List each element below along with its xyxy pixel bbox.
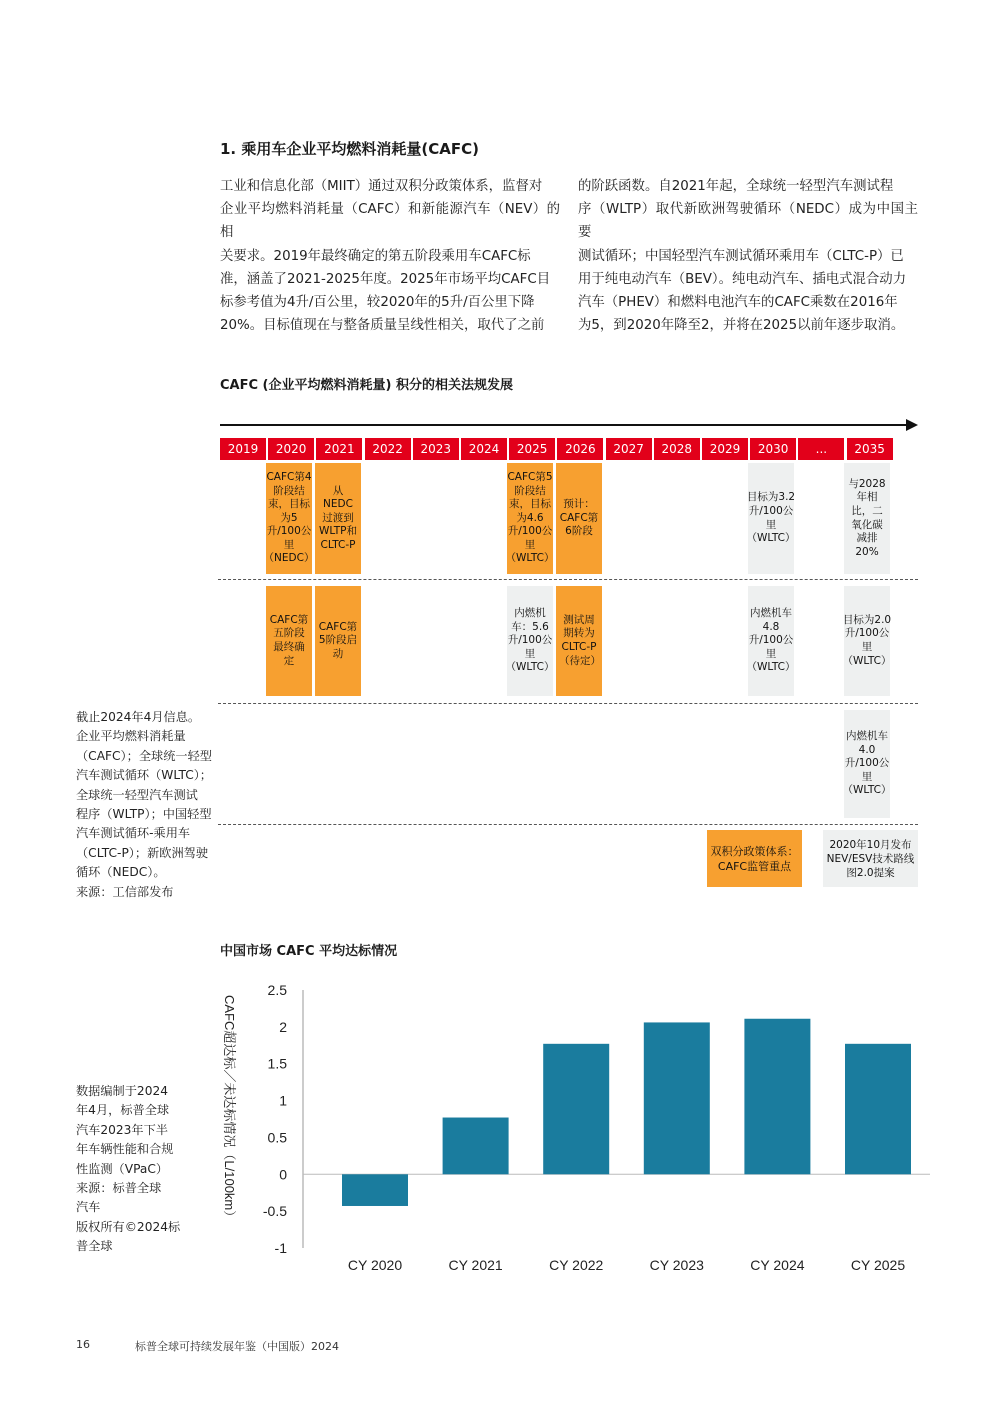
timeline-year-1: 2020 [268,438,314,460]
timeline-box-2030-r1: 目标为3.2升/100公里（WLTC） [748,463,794,574]
bar-cy-2024 [744,1019,810,1175]
timeline-year-10: 2029 [702,438,748,460]
note-line: 汽车测试循环-乘用车 [76,826,191,841]
intro-line: 测试循环；中国轻型汽车测试循环乘用车（CLTC-P）已 [578,248,904,264]
timeline-box-2025-r2: 内燃机车：5.6升/100公里（WLTC） [507,586,553,696]
x-tick-label: CY 2025 [850,1257,906,1273]
bar-cy-2025 [845,1044,911,1174]
note-line: 年4月，标普全球 [76,1103,170,1118]
intro-line: 用于纯电动汽车（BEV）。纯电动汽车、插电式混合动力 [578,271,907,287]
timeline-year-0: 2019 [220,438,266,460]
x-tick-label: CY 2020 [347,1257,403,1273]
timeline-source-note [76,708,216,902]
intro-right-column [578,175,918,337]
timeline-box-2020-r2: CAFC第五阶段最终确定 [266,586,312,696]
intro-line: 工业和信息化部（MIIT）通过双积分政策体系，监督对 [220,179,543,194]
y-tick-label: 2 [279,1018,287,1035]
timeline-year-3: 2022 [365,438,411,460]
timeline-year-6: 2025 [509,438,555,460]
timeline-year-5: 2024 [461,438,507,460]
bar-cy-2022 [543,1044,609,1174]
timeline-year-2: 2021 [316,438,362,460]
note-line: 汽车 [76,1200,101,1215]
intro-line: 准，涵盖了2021-2025年度。2025年市场平均CAFC目 [220,271,551,287]
bar-cy-2023 [644,1022,710,1174]
timeline-year-12: ... [798,438,844,460]
y-axis-label: CAFC超达标／未达标情况（L/100km） [222,995,237,1224]
y-tick-label: -1 [274,1240,287,1256]
note-line: 循环（NEDC）。 [76,865,166,880]
x-tick-label: CY 2022 [549,1257,604,1273]
timeline-arrow-line [220,424,908,426]
note-line: 汽车测试循环（WLTC）； [76,768,212,783]
timeline-box-2020-r1: CAFC第4阶段结束，目标为5升/100公里（NEDC） [266,463,312,574]
y-tick-label: 1.5 [267,1055,287,1072]
timeline-box-2021-r1: 从NEDC过渡到WLTP和CLTC-P [315,463,361,574]
cafc-bar-chart [215,975,930,1280]
timeline-year-4: 2023 [413,438,459,460]
y-tick-label: 1 [279,1092,287,1109]
timeline-box-2035-r3: 内燃机车4.0升/100公里（WLTC） [844,710,890,818]
timeline-year-11: 2030 [750,438,796,460]
note-line: （CAFC）；全球统一轻型 [76,748,212,763]
timeline-divider [218,579,918,580]
intro-left-column [220,175,560,337]
chart-title: 中国市场 CAFC 平均达标情况 [220,944,398,959]
note-line: （CLTC-P）；新欧洲驾驶 [76,845,209,860]
x-tick-label: CY 2023 [649,1257,704,1273]
timeline-year-13: 2035 [847,438,893,460]
note-line: 来源：标普全球 [76,1181,162,1196]
page-number: 16 [76,1338,90,1351]
timeline-divider [218,703,918,704]
bar-cy-2021 [443,1118,509,1175]
timeline-arrow-head-icon [906,419,918,431]
intro-line: 序（WLTP）取代新欧洲驾驶循环（NEDC）成为中国主要 [578,202,918,241]
note-line: 汽车2023年下半 [76,1122,168,1137]
timeline-box-2025-r1: CAFC第5阶段结束，目标为4.6升/100公里（WLTC） [507,463,553,574]
timeline-box-2026-r2: 测试周期转为CLTC-P（待定） [556,586,602,696]
note-line: 版权所有©2024标 [76,1219,181,1234]
note-line: 截止2024年4月信息。 [76,710,201,724]
intro-line: 的阶跃函数。自2021年起，全球统一轻型汽车测试程 [578,179,894,194]
note-line: 全球统一轻型汽车测试 [76,787,198,802]
note-line: 企业平均燃料消耗量 [76,729,186,744]
y-tick-label: 0.5 [267,1129,287,1146]
note-line: 性监测（VPaC） [76,1161,169,1176]
x-tick-label: CY 2024 [750,1257,805,1273]
chart-source-note [76,1082,186,1257]
timeline-box-dual-credit: 双积分政策体系：CAFC监管重点 [707,830,802,887]
section-title: 1. 乘用车企业平均燃料消耗量(CAFC) [220,140,479,158]
y-tick-label: 0 [279,1166,287,1183]
y-tick-label: -0.5 [262,1203,287,1220]
timeline-year-8: 2027 [606,438,652,460]
intro-line: 为5，到2020年降至2，并将在2025以前年逐步取消。 [578,318,905,334]
timeline-year-9: 2028 [654,438,700,460]
timeline-title: CAFC (企业平均燃料消耗量) 积分的相关法规发展 [220,378,513,393]
timeline-box-roadmap: 2020年10月发布NEV/ESV技术路线图2.0提案 [823,830,918,887]
note-line: 年车辆性能和合规 [76,1142,174,1157]
footer-title: 标普全球可持续发展年鉴（中国版）2024 [135,1340,339,1353]
intro-line: 20%。目标值现在与整备质量呈线性相关，取代了之前 [220,318,545,334]
x-tick-label: CY 2021 [448,1257,503,1273]
intro-line: 汽车（PHEV）和燃料电池汽车的CAFC乘数在2016年 [578,295,898,311]
intro-line: 标参考值为4升/百公里，较2020年的5升/百公里下降 [220,295,535,311]
note-line: 数据编制于2024 [76,1084,168,1098]
timeline-box-2035-r1: 与2028年相比，二氧化碳减排20% [844,463,890,574]
timeline-divider [218,824,918,825]
note-line: 普全球 [76,1239,113,1254]
timeline-year-7: 2026 [557,438,603,460]
timeline-box-2035-r2: 目标为2.0升/100公里（WLTC） [844,586,890,696]
intro-line: 关要求。2019年最终确定的第五阶段乘用车CAFC标 [220,248,531,264]
note-line: 程序（WLTP）；中国轻型 [76,807,212,822]
timeline-box-2030-r2: 内燃机车4.8升/100公里（WLTC） [748,586,794,696]
timeline-box-2021-r2: CAFC第5阶段启动 [315,586,361,696]
note-line: 来源：工信部发布 [76,884,174,899]
y-tick-label: 2.5 [267,982,287,998]
bar-cy-2020 [342,1174,408,1206]
timeline-box-2026-r1: 预计：CAFC第6阶段 [556,463,602,574]
intro-line: 企业平均燃料消耗量（CAFC）和新能源汽车（NEV）的相 [220,202,560,241]
